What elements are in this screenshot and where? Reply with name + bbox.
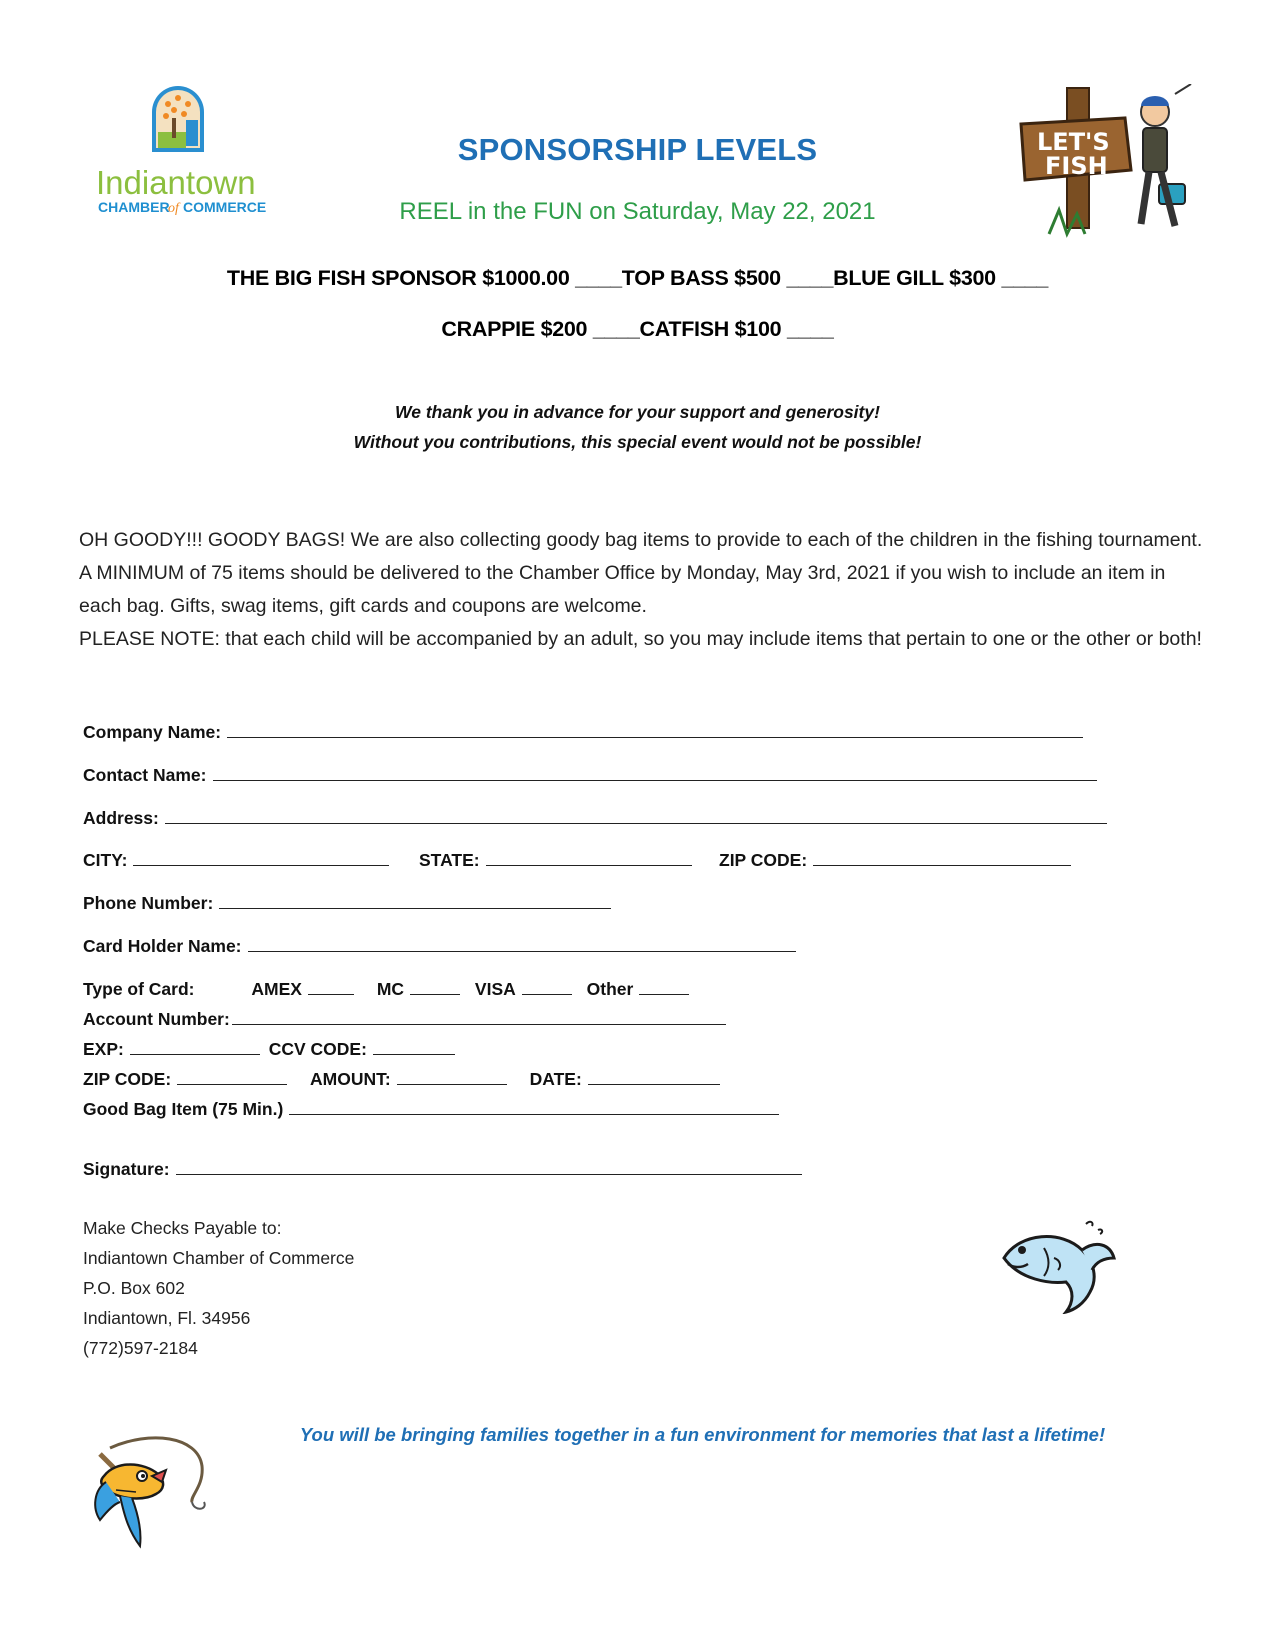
contact-name-label: Contact Name: — [83, 765, 207, 785]
card-holder-field[interactable] — [248, 933, 796, 952]
account-field[interactable] — [232, 1006, 726, 1025]
logo-name: Indiantown — [96, 164, 256, 201]
card-type-row — [83, 976, 689, 1000]
address-field[interactable] — [165, 805, 1107, 824]
fish-on-hook-illustration — [80, 1430, 220, 1560]
phone-row — [83, 890, 611, 914]
payment-zip-row — [83, 1066, 720, 1090]
company-name-row — [83, 719, 1083, 743]
checks-line4: Indiantown, Fl. 34956 — [83, 1308, 251, 1328]
lets-fish-badge — [1015, 84, 1197, 252]
state-field[interactable] — [486, 847, 692, 866]
card-holder-row — [83, 933, 796, 957]
badge-line2: FISH — [1045, 152, 1108, 180]
phone-label: Phone Number: — [83, 893, 214, 913]
zip-label: ZIP CODE: — [719, 850, 808, 870]
goody-item-label: Good Bag Item (75 Min.) — [83, 1099, 284, 1119]
logo-sub-of: of — [168, 201, 179, 216]
account-label: Account Number: — [83, 1009, 230, 1029]
amex-label: AMEX — [251, 979, 302, 999]
mc-label: MC — [376, 979, 405, 999]
exp-label: EXP: — [83, 1039, 124, 1059]
sponsorship-levels-row1: THE BIG FISH SPONSOR $1000.00 ____TOP BASS $500 ____BLUE GILL $300 ____ — [226, 266, 1049, 290]
zip-field[interactable] — [813, 847, 1071, 866]
visa-checkbox[interactable] — [522, 976, 572, 995]
exp-row — [83, 1036, 455, 1060]
card-holder-label: Card Holder Name: — [83, 936, 242, 956]
city-row — [83, 847, 389, 871]
signature-row — [83, 1156, 802, 1180]
thanks-line1: We thank you in advance for your support and generosity! — [395, 402, 880, 422]
amex-checkbox[interactable] — [308, 976, 354, 995]
page-title: SPONSORSHIP LEVELS — [457, 132, 818, 167]
amount-label: AMOUNT: — [310, 1069, 391, 1089]
checks-line1: Make Checks Payable to: — [83, 1218, 282, 1238]
mc-checkbox[interactable] — [410, 976, 460, 995]
lets-fish-sign-icon — [1015, 84, 1197, 252]
other-checkbox[interactable] — [639, 976, 689, 995]
cartoon-fish-icon — [1000, 1218, 1120, 1314]
address-label: Address: — [83, 808, 159, 828]
goody-bags-notice — [79, 524, 1209, 656]
goody-paragraph-2: PLEASE NOTE: that each child will be accompanied by an adult, so you may include items that pertain to one or the other or both! — [79, 628, 1202, 650]
state-row — [419, 847, 692, 871]
cartoon-fish-illustration — [1000, 1218, 1120, 1314]
company-name-field[interactable] — [227, 719, 1083, 738]
goody-item-field[interactable] — [289, 1096, 779, 1115]
fish-on-hook-icon — [80, 1430, 220, 1560]
checks-payable-block — [83, 1213, 354, 1363]
other-label: Other — [586, 979, 634, 999]
account-row — [83, 1006, 726, 1030]
goody-paragraph-1: OH GOODY!!! GOODY BAGS! We are also collecting goody bag items to provide to each of the children in the fishing tournament. A MINIMUM of 75 items should be delivered to the Chamber Office by Monday, May 3rd, 2021 if you wish to include an item in each bag. Gifts, swag items, gift cards and coupons are welcome. — [79, 529, 1203, 617]
company-name-label: Company Name: — [83, 722, 222, 742]
zip-row — [719, 847, 1071, 871]
ccv-field[interactable] — [373, 1036, 455, 1055]
address-row — [83, 805, 1107, 829]
signature-field[interactable] — [176, 1156, 802, 1175]
ccv-label: CCV CODE: — [268, 1039, 367, 1059]
card-type-label: Type of Card: — [83, 979, 195, 999]
state-label: STATE: — [419, 850, 480, 870]
logo-sub-a: CHAMBER — [98, 199, 170, 215]
date-field[interactable] — [588, 1066, 720, 1085]
visa-label: VISA — [474, 979, 516, 999]
goody-item-row — [83, 1096, 779, 1120]
footer-tagline: You will be bringing families together in a fun environment for memories that last a lifetime! — [299, 1424, 1106, 1445]
checks-line2: Indiantown Chamber of Commerce — [83, 1248, 355, 1268]
city-field[interactable] — [133, 847, 389, 866]
event-subtitle: REEL in the FUN on Saturday, May 22, 2021 — [399, 198, 876, 225]
sponsorship-levels-row2: CRAPPIE $200 ____CATFISH $100 ____ — [441, 317, 834, 341]
signature-label: Signature: — [83, 1159, 170, 1179]
checks-line5: (772)597-2184 — [83, 1338, 198, 1358]
thanks-line2: Without you contributions, this special event would not be possible! — [353, 432, 922, 452]
contact-name-row — [83, 762, 1097, 786]
amount-field[interactable] — [397, 1066, 507, 1085]
date-label: DATE: — [529, 1069, 582, 1089]
exp-field[interactable] — [130, 1036, 260, 1055]
badge-line1: LET'S — [1037, 128, 1110, 156]
city-label: CITY: — [83, 850, 128, 870]
contact-name-field[interactable] — [213, 762, 1097, 781]
checks-line3: P.O. Box 602 — [83, 1278, 185, 1298]
payment-zip-field[interactable] — [177, 1066, 287, 1085]
payment-zip-label: ZIP CODE: — [83, 1069, 172, 1089]
logo-sub-b: COMMERCE — [183, 199, 267, 215]
phone-field[interactable] — [219, 890, 611, 909]
